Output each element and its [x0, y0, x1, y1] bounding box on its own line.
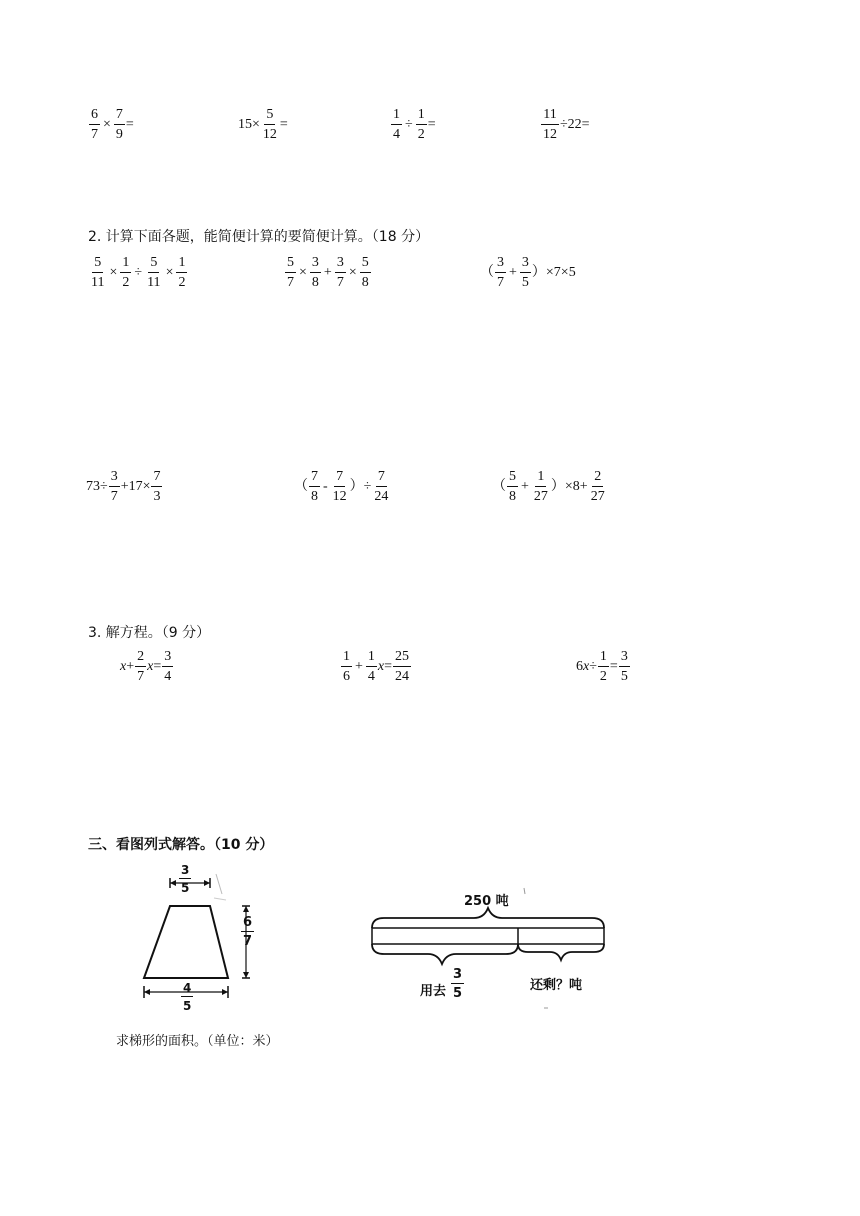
fraction: $\frac{1}{2}$	[122, 255, 130, 290]
expr-3b: $\frac{1}{6}$ + $\frac{1}{4}$ x = $\frac{25}{24}$	[343, 649, 410, 684]
fraction: $\frac{3}{5}$	[620, 649, 628, 684]
fraction: $\frac{5}{8}$	[361, 255, 369, 290]
expr-2a: $\frac{5}{11}$ × $\frac{1}{2}$ ÷ $\frac{5}{11}$ × $\frac{1}{2}$	[91, 255, 186, 290]
section-3-heading: 3. 解方程。（9 分）	[88, 625, 211, 641]
fraction: $\frac{1}{2}$	[417, 107, 425, 142]
trapezoid-top-label: $\frac{3}{5}$	[181, 863, 190, 895]
expr-3a: x + $\frac{2}{7}$ x = $\frac{3}{4}$	[120, 649, 172, 684]
fraction: $\frac{3}{5}$	[521, 255, 529, 290]
expr-2c: （ $\frac{3}{7}$ + $\frac{3}{5}$ ）×7×5	[480, 255, 576, 290]
fraction: $\frac{3}{8}$	[311, 255, 319, 290]
fraction: $\frac{1}{2}$	[178, 255, 186, 290]
fraction: $\frac{3}{7}$	[110, 469, 118, 504]
bar-figure	[364, 884, 614, 1014]
fraction: $\frac{1}{2}$	[599, 649, 607, 684]
trapezoid-caption: 求梯形的面积。（单位：米）	[116, 1034, 279, 1049]
expr-3c: 6 x ÷ $\frac{1}{2}$ = $\frac{3}{5}$	[576, 649, 628, 684]
fraction: $\frac{11}{12}$	[543, 107, 557, 142]
fraction: $\frac{5}{12}$	[262, 107, 277, 142]
fraction: $\frac{2}{7}$	[137, 649, 145, 684]
section-2-heading: 2. 计算下面各题，能简便计算的要简便计算。（18 分）	[88, 229, 430, 245]
fraction: $\frac{3}{7}$	[336, 255, 344, 290]
fraction: $\frac{7}{12}$	[332, 469, 347, 504]
fraction: $\frac{5}{7}$	[287, 255, 294, 290]
fraction: $\frac{1}{27}$	[533, 469, 548, 504]
fraction: $\frac{6}{7}$	[91, 107, 98, 142]
used-fraction: $\frac{3}{5}$	[453, 967, 463, 1001]
expr-2e: （ $\frac{7}{8}$ - $\frac{7}{12}$ ）÷ $\frac{7}{24}$	[294, 469, 389, 504]
expr-row1-2: 15× $\frac{5}{12}$ =	[238, 107, 288, 142]
trapezoid-height-label: $\frac{6}{7}$	[243, 915, 253, 949]
total-label: 250 吨	[464, 894, 509, 909]
used-label: 用去	[420, 984, 447, 999]
expr-2d: 73÷ $\frac{3}{7}$ +17× $\frac{7}{3}$	[86, 469, 161, 504]
fraction: $\frac{1}{6}$	[343, 649, 350, 684]
fraction: $\frac{5}{11}$	[147, 255, 161, 290]
fraction: $\frac{7}{3}$	[153, 469, 161, 504]
expr-2f: （ $\frac{5}{8}$ + $\frac{1}{27}$ ）×8+ $\frac{2}{27}$	[492, 469, 605, 504]
fraction: $\frac{5}{11}$	[91, 255, 105, 290]
fraction: $\frac{2}{27}$	[590, 469, 605, 504]
fraction: $\frac{5}{8}$	[509, 469, 516, 504]
expr-row1-4: $\frac{11}{12}$ ÷22=	[543, 107, 590, 142]
expr-row1-1: $\frac{6}{7}$ × $\frac{7}{9}$ =	[91, 107, 134, 142]
fraction: $\frac{1}{4}$	[367, 649, 375, 684]
fraction: $\frac{3}{7}$	[497, 255, 504, 290]
fraction: $\frac{1}{4}$	[393, 107, 400, 142]
section-three-heading: 三、看图列式解答。（10 分）	[88, 837, 274, 853]
fraction: $\frac{7}{24}$	[374, 469, 389, 504]
fraction: $\frac{7}{9}$	[115, 107, 123, 142]
fraction: $\frac{25}{24}$	[395, 649, 410, 684]
fraction: $\frac{3}{4}$	[164, 649, 172, 684]
expr-2b: $\frac{5}{7}$ × $\frac{3}{8}$ + $\frac{3}{7}$ × $\frac{5}{8}$	[287, 255, 369, 290]
fraction: $\frac{7}{8}$	[311, 469, 318, 504]
expr-row1-3: $\frac{1}{4}$ ÷ $\frac{1}{2}$ =	[393, 107, 436, 142]
remain-label: 还剩？吨	[530, 978, 583, 993]
trapezoid-bottom-label: $\frac{4}{5}$	[183, 981, 192, 1013]
trapezoid-figure	[130, 864, 275, 1024]
